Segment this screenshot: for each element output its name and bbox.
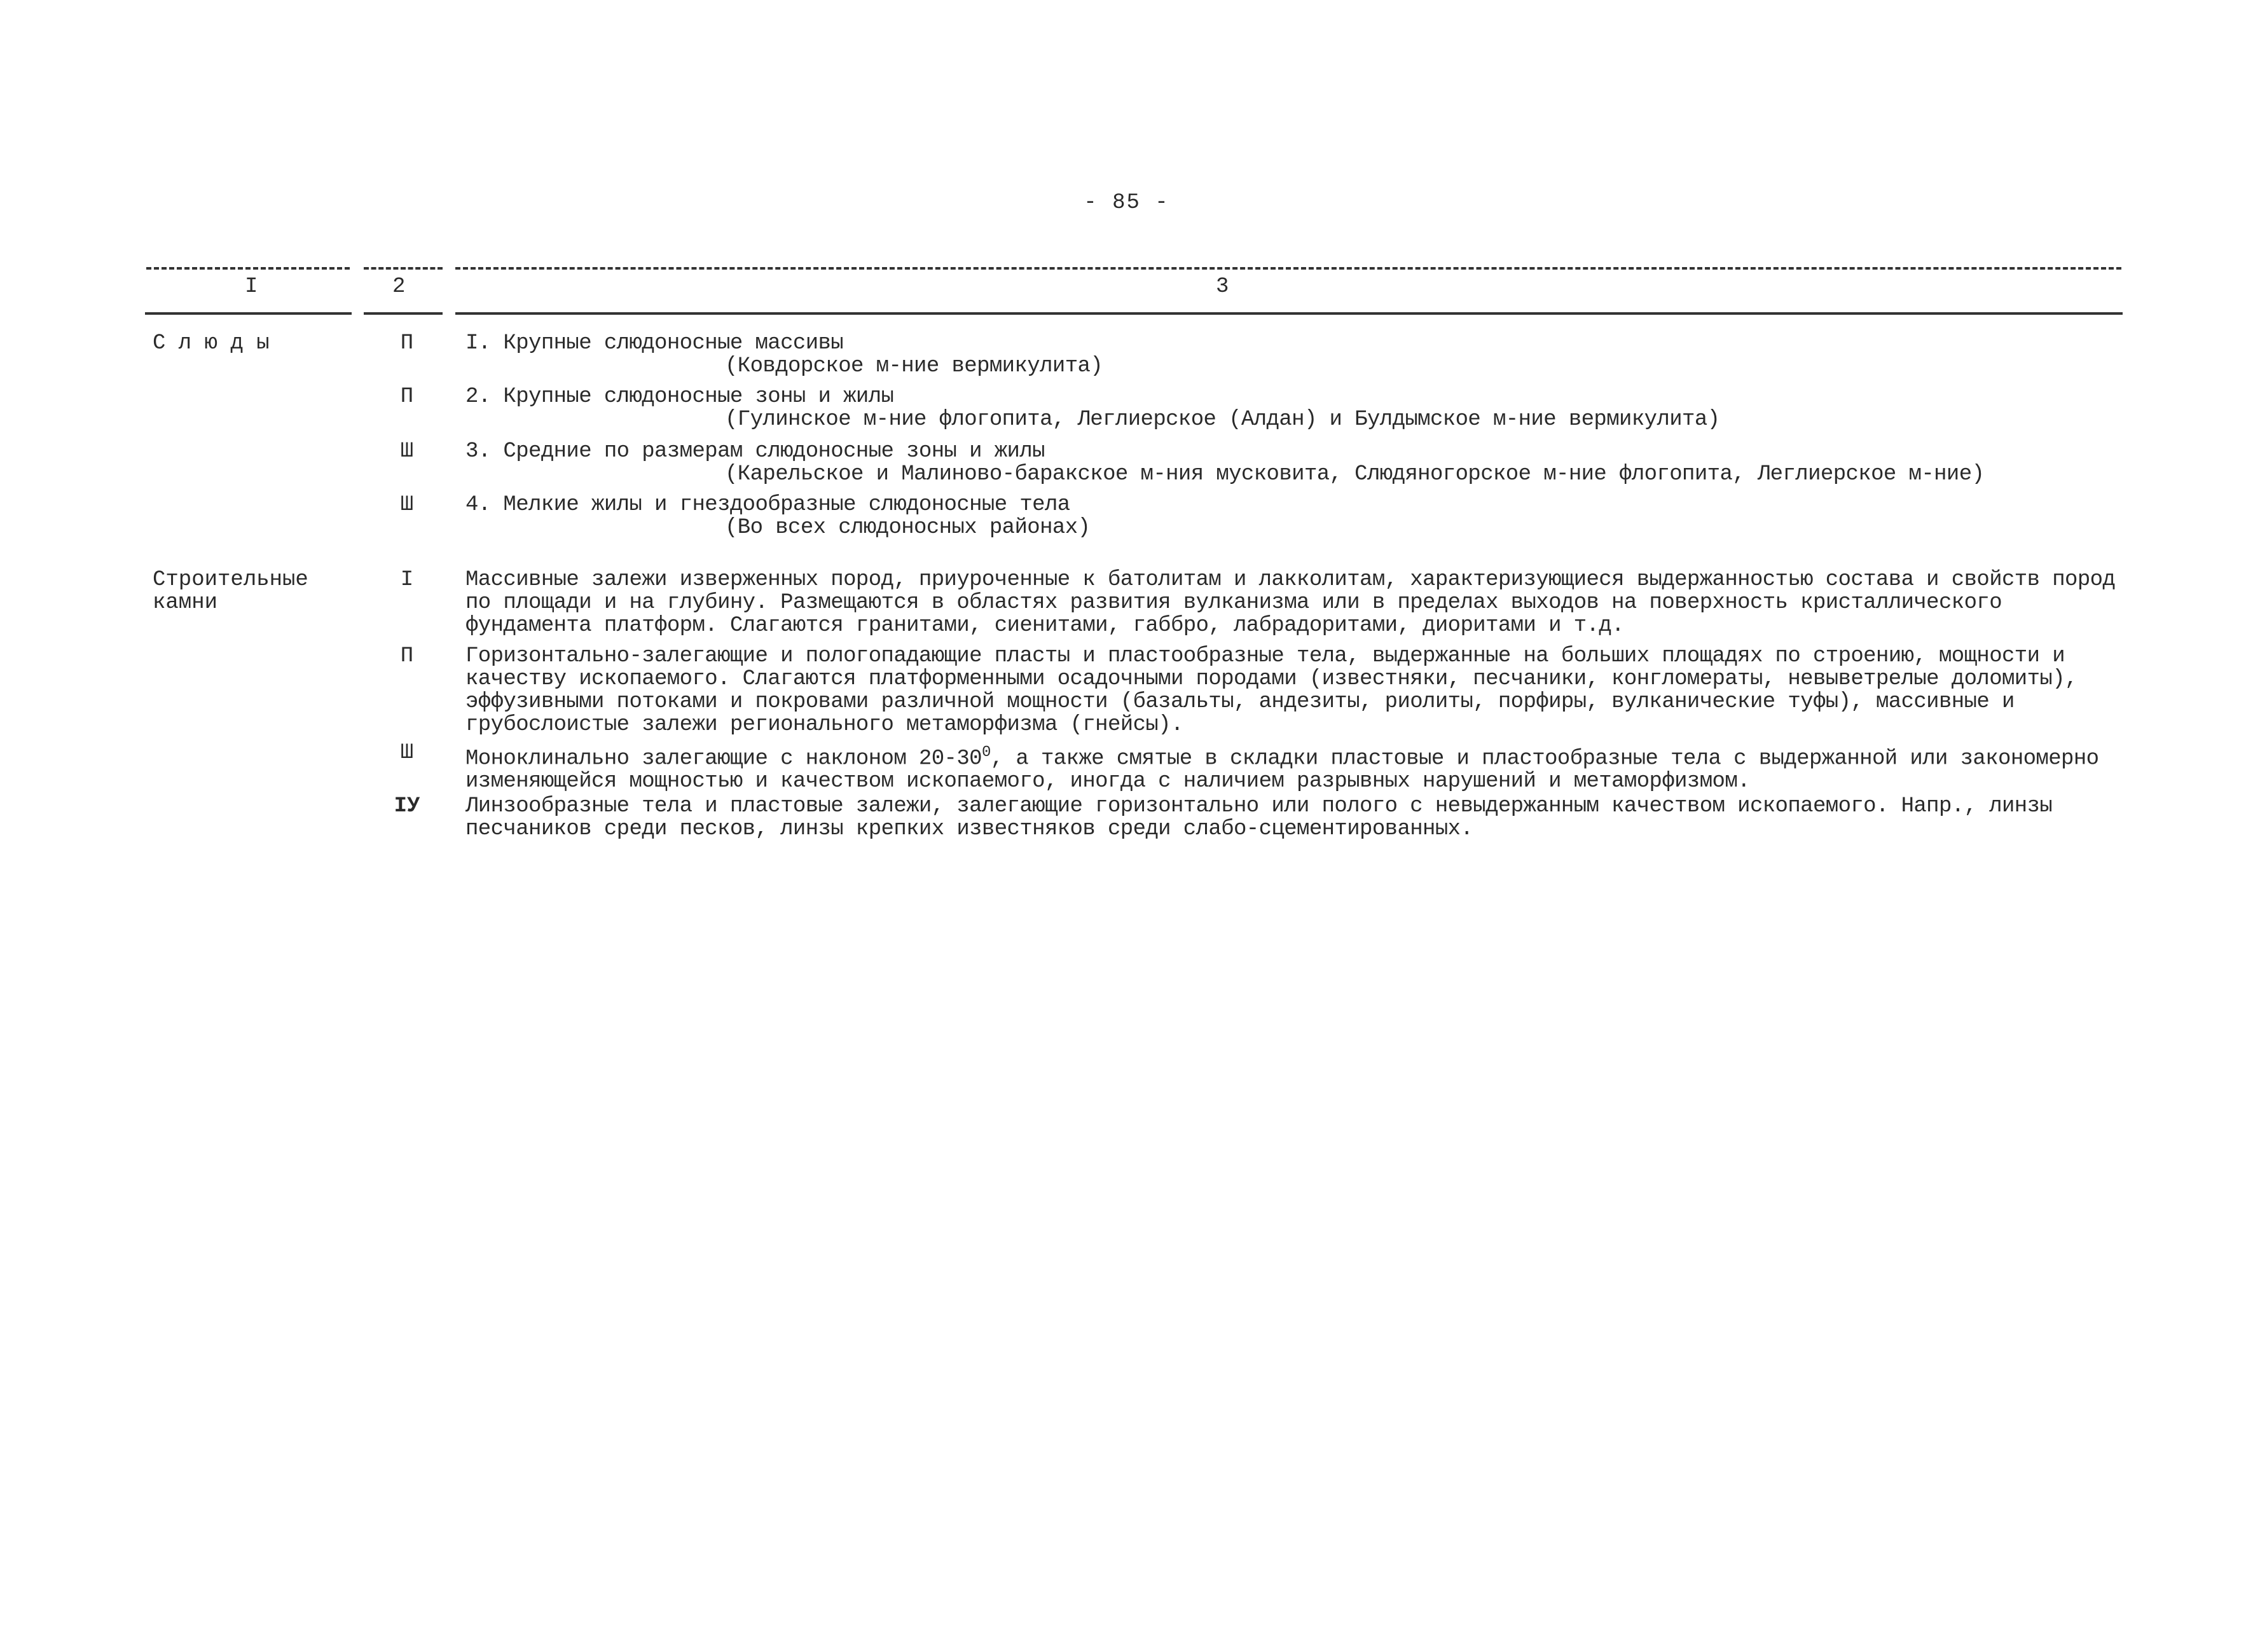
header-col-3: 3 [1216,275,1229,299]
class-mark: Ш [400,439,414,464]
row-description: 4. Мелкие жилы и гнездообразные слюдоносные тела [465,493,1070,517]
header-col-2: 2 [392,275,406,299]
top-rule-col2 [364,267,443,270]
row-examples: (Карельское и Малиново-баракское м-ния мусковита, Слюдяногорское м-ние флогопита, Леглиерское м-ние) [725,462,1985,486]
class-mark: I [400,568,414,592]
top-rule-col1 [146,267,350,270]
header-rule-col3 [455,312,2123,315]
class-mark: П [400,385,414,409]
class-mark: IУ [394,794,420,818]
top-rule-col3 [455,267,2121,270]
class-mark: Ш [400,741,414,765]
header-rule-col2 [364,312,443,315]
row-description: 3. Средние по размерам слюдоносные зоны и жилы [465,439,1045,464]
row-description: Горизонтально-залегающие и пологопадающие пласты и пластообразные тела, выдержанные на больших площадях по строению, мощности и качеству ископаемого. Слагаются платформенными осадочными породами (известняки, песчаники, конгломераты, невыветрелые доломиты), эффузивными потоками и покровами различной мощности (базальты, андезиты, риолиты, порфиры, вулканические туфы), массивные и грубослоистые залежи регионального метаморфизма (гнейсы). [465,644,2077,737]
category-micas: С л ю д ы [153,331,270,355]
row-description: 2. Крупные слюдоносные зоны и жилы [465,385,894,409]
row-description: Линзообразные тела и пластовые залежи, залегающие горизонтально или полого с невыдержанным качеством ископаемого. Напр., линзы песчаников среди песков, линзы крепких известняков среди слабо-сцементированных. [465,794,2053,841]
page-number: - 85 - [1084,191,1169,215]
class-mark: Ш [400,493,414,517]
class-mark: П [400,644,414,668]
header-col-1: I [245,275,258,299]
row-examples: (Во всех слюдоносных районах) [725,516,1091,540]
row-description [465,741,2132,793]
row-examples: (Ковдорское м-ние вермикулита) [725,354,1103,378]
degree-superscript: 0 [981,744,991,761]
row-text-part: , а также смятые в складки пластовые и пластообразные тела с выдержанной или закономерно изменяющейся мощностью и качеством ископаемого, иногда с наличием разрывных нарушений и метаморфизмом. [465,747,2099,794]
category-building-stones: Строительные камни [153,568,308,615]
row-text-part: Моноклинально залегающие с наклоном 20-30 [465,747,982,771]
header-rule-col1 [145,312,352,315]
class-mark: П [400,331,414,355]
row-description: I. Крупные слюдоносные массивы [465,331,844,355]
row-examples: (Гулинское м-ние флогопита, Леглиерское (Алдан) и Булдымское м-ние вермикулита) [725,408,1720,432]
row-description: Массивные залежи изверженных пород, приуроченные к батолитам и лакколитам, характеризующиеся выдержанностью состава и свойств пород по площади и на глубину. Размещаются в областях развития вулканизма или в пределах выходов на поверхность кристаллического фундамента платформ. Слагаются гранитами, сиенитами, габбро, лабрадоритами, диоритами и т.д. [465,568,2116,638]
